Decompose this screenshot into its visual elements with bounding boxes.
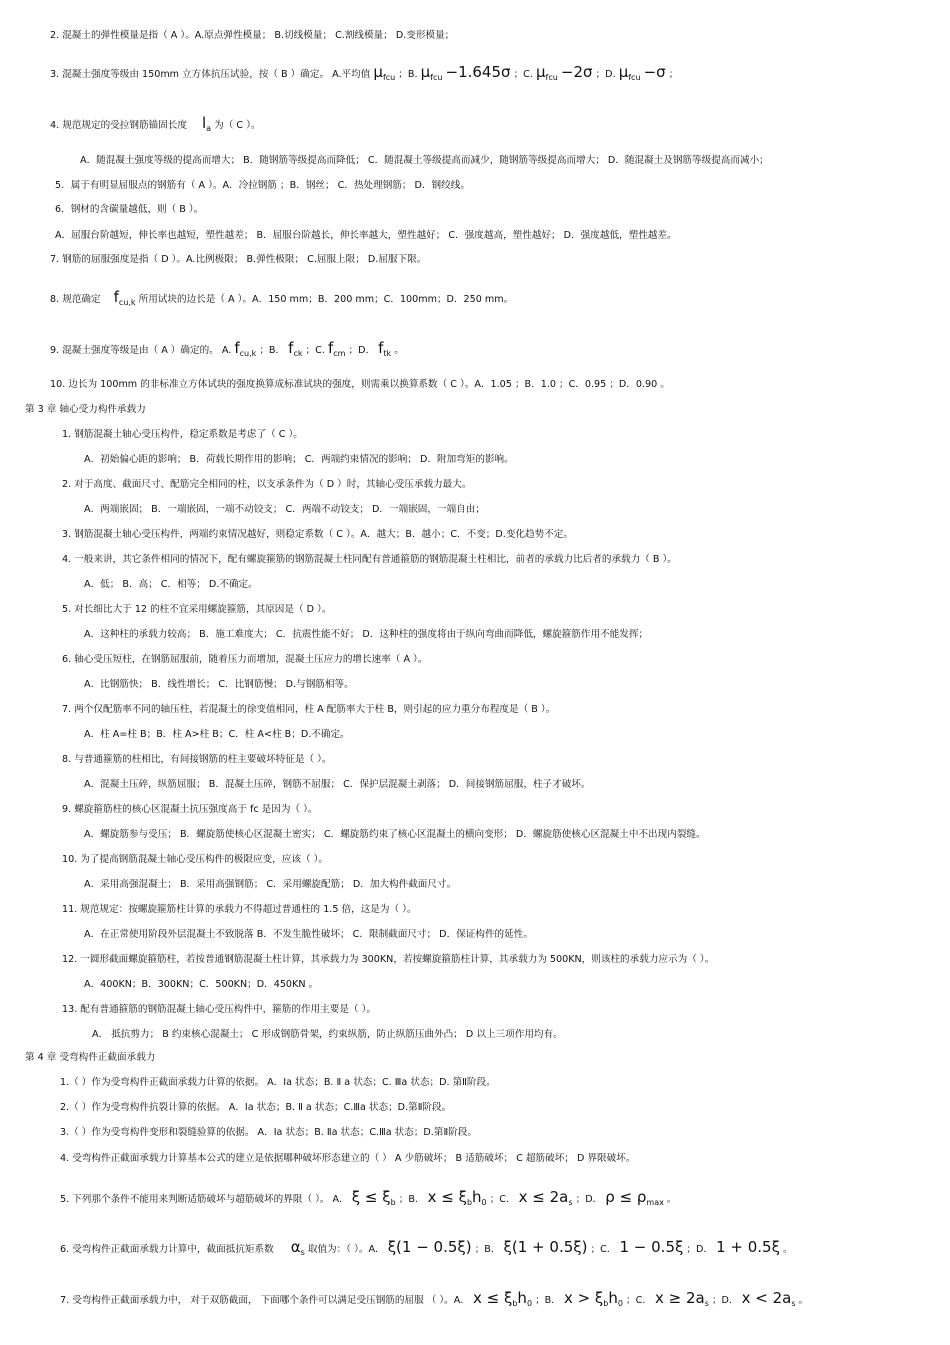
c3-q4-options-text: A．低； B．高； C．相等； D.不确定。 <box>84 579 258 590</box>
q9-sub-b: ck <box>293 349 303 358</box>
c4-q7 <box>60 1291 808 1311</box>
c3-q11-options-text: A．在正常使用阶段外层混凝土不致脱落 B．不发生脆性破坏； C．限制截面尺寸； D．保证构件的延性。 <box>84 929 533 940</box>
c3-q1-options <box>84 453 514 467</box>
c3-q8-options-text: A．混凝土压碎，纵筋屈服； B．混凝土压碎，钢筋不屈服； C．保护层混凝土剥落； D．间接钢筋屈服，柱子才破坏。 <box>84 779 591 790</box>
q8-answer: 所用试块的边长是（ A ）。A．150 mm；B．200 mm；C．100mm；D．250 mm。 <box>138 294 514 305</box>
c4-q7-sub-d: s <box>791 1299 796 1308</box>
q9-f-c: f <box>327 339 334 357</box>
c3-q6 <box>62 653 427 667</box>
q5-line <box>55 179 470 193</box>
c3-q9 <box>62 803 317 817</box>
q3-sub-c: fcu <box>545 73 558 82</box>
q3-text: 3. 混凝土强度等级由 150mm 立方体抗压试验，按（ B ）确定。 A.平均值 <box>50 69 371 80</box>
q9-text: 9. 混凝土强度等级是由（ A ）确定的。 A. <box>50 345 232 356</box>
q3-opt-b: ；B. <box>398 69 418 80</box>
q9-sub-c: cm <box>333 349 346 358</box>
c4-q7-sub-a0: 0 <box>526 1299 533 1308</box>
q3-mu-a: μ <box>373 63 383 81</box>
c4-q5-opt-d: ；D． <box>575 1194 603 1205</box>
c4-q5-expr-c: x ≤ 2a <box>518 1188 569 1206</box>
c4-q2 <box>60 1101 451 1115</box>
c4-q6-sub: s <box>300 1248 305 1257</box>
c3-q2-options <box>84 503 485 517</box>
c4-q7-sub-b: b <box>603 1299 609 1308</box>
q9-opt-d: ；D． <box>348 345 376 356</box>
c4-q5-h: h <box>472 1188 482 1206</box>
q4-answer: 为（ C ）。 <box>214 120 261 131</box>
c3-q12-options <box>84 978 318 992</box>
c4-q7-text: 7. 受弯构件正截面承载力中， 对于双筋截面， 下面哪个条件可以满足受压钢筋的屈服 （ ）。A． <box>60 1295 470 1306</box>
c4-q4 <box>60 1152 635 1166</box>
c4-q1 <box>60 1076 496 1090</box>
c3-q13 <box>62 1003 376 1017</box>
c3-q13-options <box>92 1028 563 1042</box>
c3-q7 <box>62 703 555 717</box>
chapter-4-heading <box>25 1051 155 1065</box>
c4-q6-expr-b: ξ(1 + 0.5ξ) <box>503 1238 588 1256</box>
q6-options-text: A．屈服台阶越短，伸长率也越短，塑性越差； B．屈服台阶越长，伸长率越大，塑性越好； C．强度越高，塑性越好； D．强度越低，塑性越差。 <box>55 230 677 241</box>
q9-opt-b: ；B． <box>259 345 286 356</box>
q9-sub-a: cu,k <box>239 349 257 358</box>
c3-q3 <box>62 528 573 542</box>
c3-q13-text: 13. 配有普通箍筋的钢筋混凝土轴心受压构件中，箍筋的作用主要是（ ）。 <box>62 1004 376 1015</box>
q3-end: ； <box>668 69 679 80</box>
c3-q9-options <box>84 828 706 842</box>
q2-text: 2. 混凝土的弹性模量是指（ A ）。A.原点弹性模量； B.切线模量； C.割线模量； D.变形模量； <box>50 30 455 41</box>
c4-q5-sub-0: 0 <box>481 1198 487 1207</box>
c3-q12 <box>62 953 714 967</box>
c4-q7-sub-c: s <box>704 1299 709 1308</box>
q3-sub-a: fcu <box>382 73 396 82</box>
c3-q7-options <box>84 728 350 742</box>
c4-q5-expr-a: ξ ≤ ξ <box>351 1188 391 1206</box>
q3-sub-d: fcu <box>628 73 641 82</box>
c4-q7-end: 。 <box>798 1295 809 1306</box>
q3-mu-d: μ <box>618 63 629 81</box>
q9-line <box>50 341 404 361</box>
c3-q8 <box>62 753 331 767</box>
c4-q5-end: 。 <box>666 1194 677 1205</box>
q5-text: 5．属于有明显屈服点的钢筋有（ A ）。A．冷拉钢筋 ；B．钢丝； C．热处理钢筋； D．钢绞线。 <box>55 180 470 191</box>
c3-q1 <box>62 428 303 442</box>
q6-text: 6．钢材的含碳量越低，则（ B ）。 <box>55 204 204 215</box>
c3-q8-options <box>84 778 590 792</box>
c4-q6-expr-a: ξ(1 − 0.5ξ) <box>387 1238 472 1256</box>
q4-options-text: A．随混凝土强度等级的提高而增大； B．随钢筋等级提高而降低； C．随混凝土等级提高而减少，随钢筋等级提高而增大； D．随混凝土及钢筋等级提高而减小； <box>80 155 769 166</box>
c4-q6-opt-c: ；C． <box>590 1244 617 1255</box>
c4-q5-opt-b: ；B． <box>398 1194 425 1205</box>
q3-opt-c: ；C. <box>513 69 533 80</box>
q8-line <box>50 290 513 310</box>
q10-text: 10. 边长为 100mm 的非标准立方体试块的强度换算成标准试块的强度，则需乘以换算系数（ C ）。A．1.05 ；B．1.0 ；C．0.95 ；D．0.90 。 <box>50 379 670 390</box>
c4-q5-sub-c: s <box>568 1198 573 1207</box>
q8-sub: cu,k <box>118 298 136 307</box>
c4-q6-end: 。 <box>783 1244 793 1255</box>
chapter-4-title: 第 4 章 受弯构件正截面承载力 <box>25 1052 156 1063</box>
q9-f-b: f <box>288 339 294 357</box>
c3-q6-options <box>84 678 354 692</box>
c3-q8-text: 8. 与普通箍筋的柱相比，有间接钢筋的柱主要破坏特征是（ ）。 <box>62 754 332 765</box>
c4-q6-alpha: α <box>290 1238 301 1256</box>
c4-q7-h-b: h <box>608 1289 618 1307</box>
c4-q7-opt-d: ；D． <box>711 1295 739 1306</box>
c3-q10-options <box>84 878 456 892</box>
c3-q4 <box>62 553 677 567</box>
c4-q6-expr-c: 1 − 0.5ξ <box>619 1238 684 1256</box>
c4-q7-opt-b: ；B． <box>535 1295 561 1306</box>
c3-q5-text: 5. 对长细比大于 12 的柱不宜采用螺旋箍筋，其原因是（ D ）。 <box>62 604 332 615</box>
q10-line <box>50 378 670 392</box>
c4-q6-opt-d: ；D． <box>686 1244 713 1255</box>
q9-opt-c: ；C. <box>305 345 325 356</box>
q3-expr-d: −σ <box>643 63 666 81</box>
c3-q9-options-text: A．螺旋筋参与受压； B．螺旋筋使核心区混凝土密实； C．螺旋筋约束了核心区混凝土的横向变形； D．螺旋筋使核心区混凝土中不出现内裂缝。 <box>84 829 706 840</box>
c4-q7-expr-c: x ≥ 2a <box>655 1289 705 1307</box>
c3-q7-options-text: A．柱 A=柱 B；B．柱 A>柱 B；C．柱 A<柱 B；D.不确定。 <box>84 729 350 740</box>
c4-q3 <box>60 1126 477 1140</box>
q3-line <box>50 65 678 85</box>
c3-q6-options-text: A．比钢筋快； B．线性增长； C．比钢筋慢； D.与钢筋相等。 <box>84 679 354 690</box>
q8-symbol: f <box>113 288 119 306</box>
c3-q6-text: 6. 轴心受压短柱，在钢筋屈服前，随着压力而增加，混凝土压应力的增长速率（ A ）。 <box>62 654 428 665</box>
c4-q7-expr-d: x < 2a <box>741 1289 792 1307</box>
c3-q10-options-text: A．采用高强混凝土； B．采用高强钢筋； C．采用螺旋配筋； D．加大构件截面尺寸。 <box>84 879 457 890</box>
q3-sub-b: fcu <box>430 73 443 82</box>
q9-end: 。 <box>394 345 404 356</box>
c4-q5 <box>60 1190 677 1210</box>
q9-sub-d: tk <box>383 349 392 358</box>
c4-q5-sub-a: b <box>390 1198 396 1207</box>
q3-opt-d: ；D. <box>595 69 616 80</box>
c4-q4-text: 4. 受弯构件正截面承载力计算基本公式的建立是依据哪种破坏形态建立的（ ） A 少筋破坏； B 适筋破坏； C 超筋破坏； D 界限破坏。 <box>60 1153 636 1164</box>
q9-f-a: f <box>234 339 240 357</box>
q3-mu-b: μ <box>420 63 431 81</box>
c4-q7-expr-a: x ≤ ξ <box>472 1289 513 1307</box>
c4-q2-text: 2.（ ）作为受弯构件抗裂计算的依据。 A．Ⅰa 状态；B. Ⅱ a 状态；C.Ⅲa 状态；D.第Ⅱ阶段。 <box>60 1102 452 1113</box>
q3-expr-b: −1.645σ <box>445 63 511 81</box>
c4-q3-text: 3.（ ）作为受弯构件变形和裂缝验算的依据。 A．Ⅰa 状态；B. Ⅱa 状态；C.Ⅲa 状态；D.第Ⅱ阶段。 <box>60 1127 477 1138</box>
c3-q13-options-text: A． 抵抗剪力； B 约束核心混凝土； C 形成钢筋骨架，约束纵筋，防止纵筋压曲外凸； D 以上三项作用均有。 <box>92 1029 563 1040</box>
c4-q5-expr-d: ρ ≤ ρ <box>605 1188 647 1206</box>
c3-q9-text: 9. 螺旋箍筋柱的核心区混凝土抗压强度高于 fc 是因为（ ）。 <box>62 804 318 815</box>
q3-expr-c: −2σ <box>560 63 593 81</box>
c3-q12-text: 12. 一圆形截面螺旋箍筋柱，若按普通钢筋混凝土柱计算，其承载力为 300KN，若按螺旋箍筋柱计算，其承载力为 500KN，则该柱的承载力应示为（ ）。 <box>62 954 715 965</box>
q4-symbol: l <box>201 114 207 132</box>
c4-q7-opt-c: ；C． <box>626 1295 652 1306</box>
c4-q6-text: 6. 受弯构件正截面承载力计算中，截面抵抗矩系数 <box>60 1244 274 1255</box>
c3-q2-text: 2. 对于高度、截面尺寸、配筋完全相同的柱，以支承条件为（ D ）时，其轴心受压承载力最大。 <box>62 479 472 490</box>
chapter-3-heading <box>25 403 146 417</box>
c4-q5-sub-d: max <box>646 1198 664 1207</box>
c4-q6-opt-b: ；B． <box>474 1244 501 1255</box>
c4-q7-sub-b0: 0 <box>617 1299 623 1308</box>
c4-q5-sub-b: b <box>466 1198 473 1207</box>
q9-f-d: f <box>378 339 384 357</box>
c3-q4-text: 4. 一般来讲，其它条件相同的情况下，配有螺旋箍筋的钢筋混凝土柱同配有普通箍筋的钢筋混凝土柱相比，前者的承载力比后者的承载力（ B ）。 <box>62 554 677 565</box>
q7-text: 7. 钢筋的屈服强度是指（ D ）。A.比例极限； B.弹性极限； C.屈服上限； D.屈服下限。 <box>50 254 427 265</box>
c3-q1-text: 1. 钢筋混凝土轴心受压构件，稳定系数是考虑了（ C ）。 <box>62 429 303 440</box>
c3-q2 <box>62 478 471 492</box>
c3-q10 <box>62 853 328 867</box>
q6-options <box>55 229 677 243</box>
q2-line <box>50 29 454 43</box>
c3-q12-options-text: A．400KN；B．300KN；C．500KN；D．450KN 。 <box>84 979 319 990</box>
c3-q11 <box>62 903 417 917</box>
c4-q6 <box>60 1240 793 1260</box>
c4-q1-text: 1.（ ）作为受弯构件正截面承载力计算的依据。 A．Ⅰa 状态；B. Ⅱ a 状态；C. Ⅲa 状态；D. 第Ⅱ阶段。 <box>60 1077 496 1088</box>
c3-q4-options <box>84 578 258 592</box>
c4-q7-sub-a: b <box>512 1299 518 1308</box>
q6-line <box>55 203 203 217</box>
c4-q5-opt-c: ；C． <box>489 1194 516 1205</box>
q4-line <box>50 116 261 136</box>
q4-options <box>80 154 769 168</box>
c3-q11-text: 11. 规范规定：按螺旋箍筋柱计算的承载力不得超过普通柱的 1.5 倍，这是为（ ）。 <box>62 904 417 915</box>
c4-q7-h-a: h <box>517 1289 527 1307</box>
c4-q6-prompt: 取值为：（ ）。A． <box>307 1244 385 1255</box>
c4-q5-text: 5. 下列那个条件不能用来判断适筋破坏与超筋破坏的界限（ ）。 A． <box>60 1194 349 1205</box>
c3-q7-text: 7. 两个仅配筋率不同的轴压柱，若混凝土的徐变值相同，柱 A 配筋率大于柱 B，则引起的应力重分布程度是（ B ）。 <box>62 704 556 715</box>
c3-q5-options <box>84 628 648 642</box>
c3-q5-options-text: A．这种柱的承载力较高； B．施工难度大； C．抗震性能不好； D．这种柱的强度将由于纵向弯曲而降低，螺旋箍筋作用不能发挥； <box>84 629 649 640</box>
q3-mu-c: μ <box>536 63 546 81</box>
c3-q1-options-text: A．初始偏心距的影响； B．荷载长期作用的影响； C．两端约束情况的影响； D．附加弯矩的影响。 <box>84 454 514 465</box>
q8-text: 8. 规范确定 <box>50 294 101 305</box>
c3-q2-options-text: A．两端嵌固； B．一端嵌固，一端不动铰支； C．两端不动铰支； D．一端嵌固，一端自由； <box>84 504 485 515</box>
q4-sub: a <box>206 124 212 133</box>
c3-q11-options <box>84 928 533 942</box>
c3-q10-text: 10. 为了提高钢筋混凝土轴心受压构件的极限应变，应该（ ）。 <box>62 854 328 865</box>
chapter-3-title: 第 3 章 轴心受力构件承载力 <box>25 404 146 415</box>
c4-q5-expr-b: x ≤ ξ <box>427 1188 467 1206</box>
q7-line <box>50 253 426 267</box>
c3-q5 <box>62 603 331 617</box>
c4-q7-expr-b: x > ξ <box>563 1289 604 1307</box>
c4-q6-expr-d: 1 + 0.5ξ <box>716 1238 780 1256</box>
c3-q3-text: 3. 钢筋混凝土轴心受压构件，两端约束情况越好，则稳定系数（ C ）。A．越大；B．越小；C．不变；D.变化趋势不定。 <box>62 529 573 540</box>
q4-text: 4. 规范规定的受拉钢筋锚固长度 <box>50 120 187 131</box>
